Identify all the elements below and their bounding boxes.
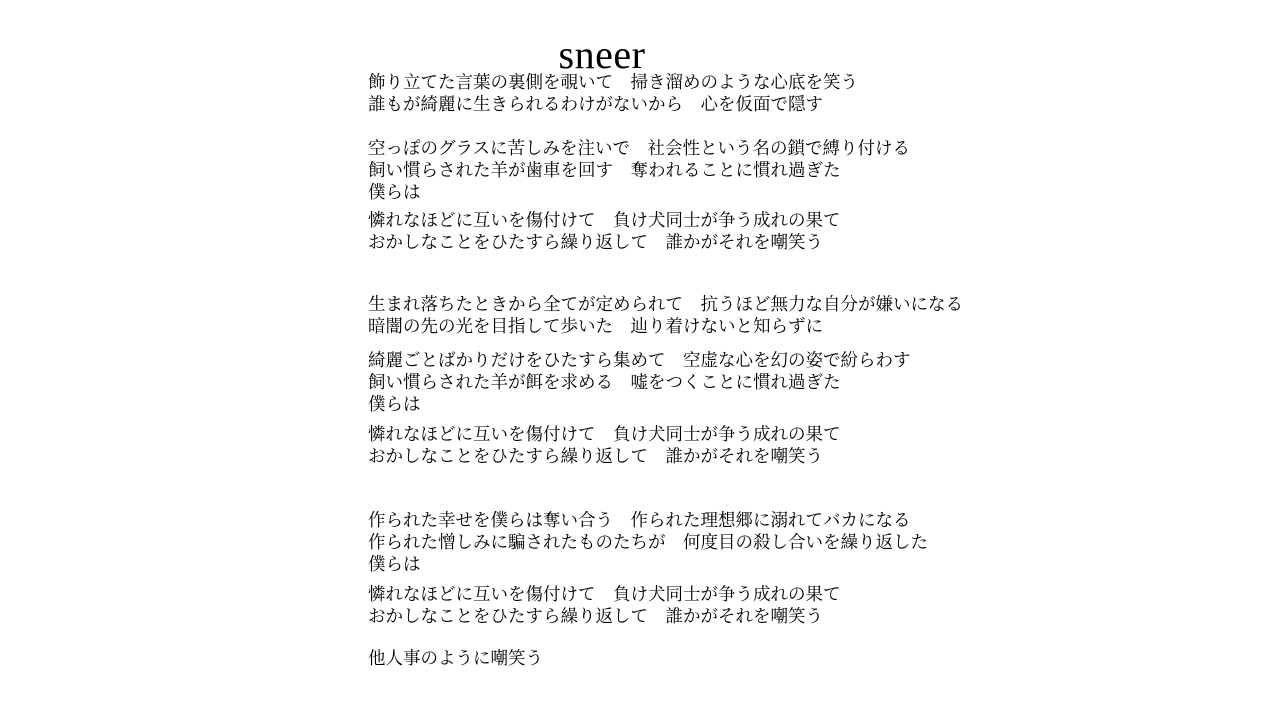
lyric-line: 憐れなほどに互いを傷付けて 負け犬同士が争う成れの果て bbox=[368, 424, 841, 444]
stanza-1 bbox=[368, 71, 858, 115]
lyric-line: 飼い慣らされた羊が餌を求める 嘘をつくことに慣れ過ぎた bbox=[368, 372, 841, 392]
stanza-6-chorus bbox=[368, 423, 841, 467]
stanza-9-outro bbox=[368, 647, 543, 669]
stanza-8-chorus bbox=[368, 583, 841, 627]
lyric-line: おかしなことをひたすら繰り返して 誰かがそれを嘲笑う bbox=[368, 232, 823, 252]
lyric-line: 誰もが綺麗に生きられるわけがないから 心を仮面で隠す bbox=[368, 94, 823, 114]
lyric-line: 飼い慣らされた羊が歯車を回す 奪われることに慣れ過ぎた bbox=[368, 160, 841, 180]
lyric-line: 憐れなほどに互いを傷付けて 負け犬同士が争う成れの果て bbox=[368, 210, 841, 230]
lyric-line: 憐れなほどに互いを傷付けて 負け犬同士が争う成れの果て bbox=[368, 584, 841, 604]
lyric-line: 僕らは bbox=[368, 394, 421, 414]
lyric-line: 生まれ落ちたときから全てが定められて 抗うほど無力な自分が嫌いになる bbox=[368, 294, 963, 314]
stanza-3-chorus bbox=[368, 209, 841, 253]
lyric-line: 綺麗ごとばかりだけをひたすら集めて 空虚な心を幻の姿で紛らわす bbox=[368, 350, 911, 370]
lyric-line: 飾り立てた言葉の裏側を覗いて 掃き溜めのような心底を笑う bbox=[368, 72, 858, 92]
lyric-line: 作られた憎しみに騙されたものたちが 何度目の殺し合いを繰り返した bbox=[368, 532, 928, 552]
lyric-line: おかしなことをひたすら繰り返して 誰かがそれを嘲笑う bbox=[368, 446, 823, 466]
stanza-5 bbox=[368, 349, 911, 415]
lyric-line: 作られた幸せを僕らは奪い合う 作られた理想郷に溺れてバカになる bbox=[368, 510, 911, 530]
lyric-line: 僕らは bbox=[368, 554, 421, 574]
lyric-line: 空っぽのグラスに苦しみを注いで 社会性という名の鎖で縛り付ける bbox=[368, 138, 910, 158]
lyric-line: 僕らは bbox=[368, 182, 421, 202]
lyric-line: 他人事のように嘲笑う bbox=[368, 648, 543, 668]
stanza-4 bbox=[368, 293, 963, 337]
page-title: sneer bbox=[558, 31, 646, 77]
stanza-7 bbox=[368, 509, 928, 575]
lyric-line: おかしなことをひたすら繰り返して 誰かがそれを嘲笑う bbox=[368, 606, 823, 626]
lyric-line: 暗闇の先の光を目指して歩いた 辿り着けないと知らずに bbox=[368, 316, 823, 336]
stanza-2 bbox=[368, 137, 910, 203]
